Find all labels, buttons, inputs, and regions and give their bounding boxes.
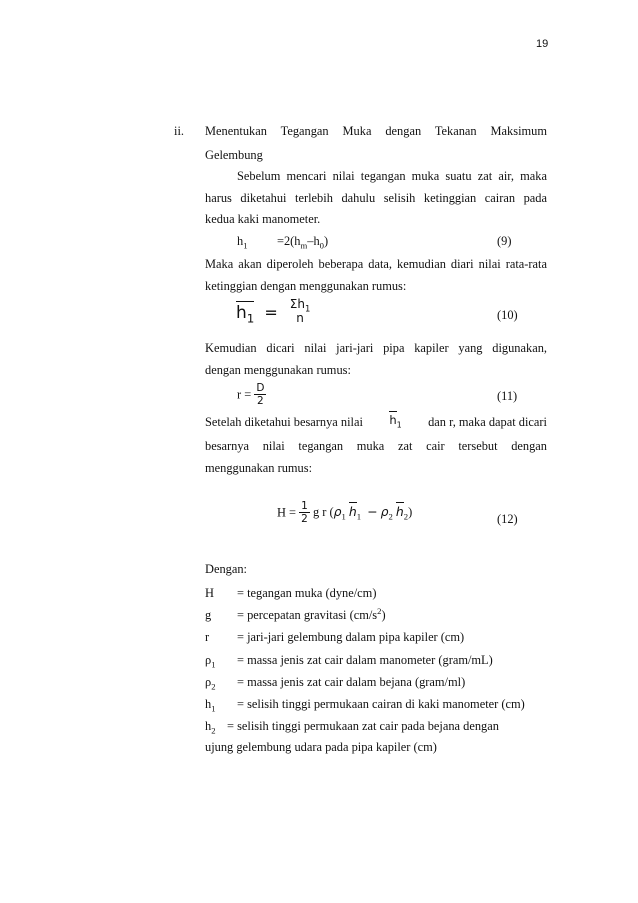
equation-11: r = $\frac{D}{2}$ — [237, 382, 265, 408]
section-marker: ii. — [174, 124, 184, 138]
section-heading-line2: Gelembung — [205, 148, 263, 162]
definition-h2: $h_2$ = selisih tinggi permukaan zat cair pada bejana dengan — [205, 719, 499, 736]
paragraph-1-line2: harus diketahui terlebih dahulu selisih ketinggian cairan pada — [205, 191, 547, 205]
paragraph-2-line1: Maka akan diperoleh beberapa data, kemudian diari nilai rata-rata — [205, 257, 547, 271]
paragraph-1-line1: Sebelum mencari nilai tegangan muka suatu zat air, maka — [237, 169, 547, 183]
paragraph-3-line1: Kemudian dicari nilai jari-jari pipa kapiler yang digunakan, — [205, 341, 547, 355]
definition-r: r = jari-jari gelembung dalam pipa kapiler (cm) — [205, 630, 465, 644]
paragraph-3-line2: dengan menggunakan rumus: — [205, 363, 351, 377]
definition-g: g = percepatan gravitasi $(cm/s^2)$ — [205, 605, 386, 622]
definition-h1: $h_1$ = selisih tinggi permukaan cairan di kaki manometer (cm) — [205, 697, 525, 714]
paragraph-1-line3: kedua kaki manometer. — [205, 212, 321, 226]
page-number: 19 — [536, 38, 549, 50]
paragraph-4-line1: Setelah diketahui besarnya nilai $h_1$ dan r, maka dapat dicari — [205, 413, 547, 430]
equation-9-rhs: $=2(h_m-h_0)$ — [277, 234, 329, 251]
equation-10-number: (10) — [497, 308, 518, 322]
definition-h2-continuation: ujung gelembung udara pada pipa kapiler (cm) — [205, 740, 437, 754]
equation-10: $h_1$ = $\Sigma h_1$ n — [236, 297, 311, 326]
definition-rho2: $\rho_2$ = massa jenis zat cair dalam bejana (gram/ml) — [205, 675, 466, 692]
section-heading-line1: Menentukan Tegangan Muka dengan Tekanan Maksimum — [205, 124, 547, 138]
definition-H: H = tegangan muka (dyne/cm) — [205, 586, 377, 600]
paragraph-2-line2: ketinggian dengan menggunakan rumus: — [205, 279, 407, 293]
equation-9-number: (9) — [497, 234, 512, 248]
equation-11-number: (11) — [497, 389, 518, 403]
equation-12-number: (12) — [497, 512, 518, 526]
equation-10-fraction: $\Sigma h_1$ n — [289, 297, 311, 325]
definitions-intro: Dengan: — [205, 562, 247, 576]
definition-rho1: $\rho_1$ = massa jenis zat cair dalam manometer (gram/mL) — [205, 653, 493, 670]
paragraph-4-line3: menggunakan rumus: — [205, 461, 313, 475]
equation-12: H = $\frac{1}{2}$ g r ($\rho_1$ $h_1 - \rho_2$ $h_2$) — [277, 500, 413, 526]
paragraph-4-line2: besarnya nilai tegangan muka zat cair tersebut dengan — [205, 439, 547, 453]
equation-10-lhs: $h_1$ — [236, 302, 255, 326]
equation-9-lhs: $h_1$ — [237, 234, 248, 251]
